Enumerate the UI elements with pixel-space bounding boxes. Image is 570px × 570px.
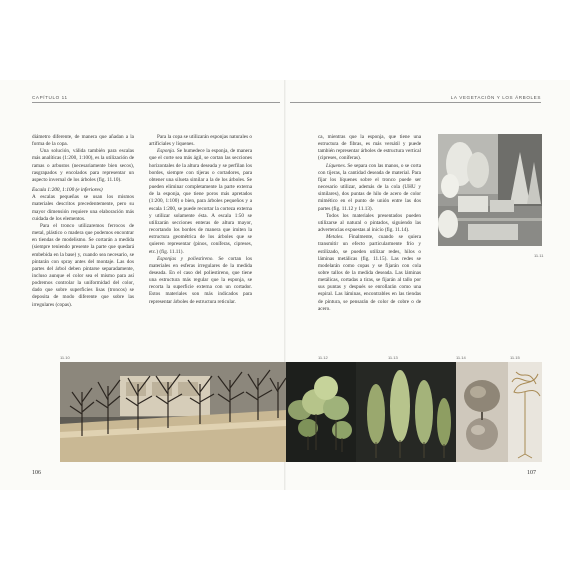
paragraph-text: Se cortan los materiales en esferas irregulares de la medida deseada. En el caso del poliestireno, que tiene una estructura más regular que la esponja, se recorta la superficie externa con un cortador. Estos materiales son más indicados para representar árboles de estructura reticular. — [149, 255, 253, 305]
paragraph: A escalas pequeñas se usan los mismos materiales descritos precedentemente, pero su mayor dimensión requiere una elaboración más cuidada de los elementos. — [32, 194, 134, 222]
figure-11-12-caption: 11.12 — [318, 355, 328, 360]
paragraph: diámetro diferente, de manera que añadan a la forma de la copa. — [32, 134, 134, 148]
figure-11-13-photo — [356, 362, 456, 462]
figure-11-11-caption: 11.11 — [534, 253, 544, 258]
run-in-heading: Metales. — [326, 234, 344, 241]
running-head-right: LA VEGETACIÓN Y LOS ÁRBOLES — [450, 95, 541, 100]
header-rule-right — [290, 102, 541, 103]
paragraph: ca, mientras que la esponja, que tiene una estructura de fibras, es más versátil y puede también representar árboles de estructura vertical (cipreses, coníferas). — [318, 134, 421, 162]
paragraph: Para la copa se utilizarán esponjas naturales o artificiales y líquenes. — [149, 134, 252, 148]
paragraph: Todos los materiales presentados pueden utilizarse al natural o pintados, siguiendo las advertencias expuestas al inicio (fig. 11.14). — [318, 212, 421, 234]
paragraph — [318, 234, 421, 313]
figure-11-13-caption: 11.13 — [388, 355, 398, 360]
paragraph: Para el tronco utilizaremos ferrocos de metal, plástico o madera que podemos encontrar en tiendas de modelismo. Se cortarán a medida (siempre teniendo presente la parte que quedará embebida en la base) y, cuando sea necesario, se pintarán con spray antes del montaje. Las dos partes del árbol deben pintarse separadamente, incluso aunque el color sea el mismo para así podremos controlar la uniformidad del color, dado que sobre superficies lisas (troncos) se deposita de modo diferente que sobre las irregulares (copas). — [32, 222, 134, 308]
paragraph-text: Se humedece la esponja, de manera que el corte sea más ágil, se cortan las secciones horizontales de la altura deseada y se perfilan los bordes, siempre con tijeras o cortadores, para obtener una silueta similar a la de los árboles. Se pueden eliminar completamente la parte externa de la esponja, que tiene poros más apretados (1:200, 1:100) o bien, para árboles pequeños y a escala 1:200, se puede recortar la corteza externa y utilizar solamente ésta. A escala 1:50 se utilizarán secciones enteras de altura mayor, recortando los bordes de manera que imiten la estructura geométrica de los árboles que se quieren representar (pinos, coníferas, cipreses, etc.) (fig. 11.11). — [149, 148, 252, 255]
paragraph-text: Se separa con las manos, o se corta con tijeras, la cantidad deseada de material. Para fijar los líquenes sobre el tronco puede ser necesario utilizar, además de la cola (UHU y similares), dos puntas de hilo de acero de color mimético en el punto de unión entre las dos partes (fig. 11.12 y 11.13). — [318, 162, 421, 212]
figure-11-11-photo — [438, 134, 542, 246]
paragraph — [318, 163, 421, 213]
figure-11-10-photo — [60, 362, 286, 462]
paragraph-text: Finalmente, cuando se quiera transmitir un efecto particularmente frío y estilizado, se pueden utilizar redes, hilos o láminas metálicas (fig. 11.15). Las redes se modelarán como copas y se fijarán con cola sobre tallos de la medida deseada. Las láminas metálicas, cortadas a tiras, se fijarán al tallo por sus puntas y después se enrollarán como una espiral. Las láminas, encontrables en las tiendas de pintura, se pensarán de color de cobre o de acero. — [318, 234, 421, 312]
paragraph: Una solución, válida también para escalas más analíticas (1:200, 1:100), es la utilización de ramas o arbustos (necesariamente bien secos), rasgrapados y encolados para representar un aspecto invernal de los árboles (fig. 11.10). — [32, 148, 134, 183]
text-column-3 — [318, 134, 421, 313]
text-column-1 — [32, 134, 134, 309]
figure-11-14-caption: 11.14 — [456, 355, 466, 360]
run-in-heading: Líquenes. — [326, 162, 347, 169]
header-rule-left — [32, 102, 280, 103]
running-head-left: CAPÍTULO 11 — [32, 95, 68, 100]
figure-11-10-caption: 11.10 — [60, 355, 70, 360]
figure-11-15-photo — [508, 362, 542, 462]
page-number-right: 107 — [527, 470, 536, 476]
run-in-heading: Esponjas y poliestireno. — [157, 255, 214, 262]
paragraph — [149, 256, 252, 306]
subheading: Escala 1:200, 1:100 (e inferiores) — [32, 187, 103, 194]
text-column-2 — [149, 134, 252, 306]
figure-11-14-photo — [456, 362, 508, 462]
paragraph — [149, 148, 252, 255]
figure-11-15-caption: 11.15 — [510, 355, 520, 360]
run-in-heading: Esponja. — [157, 148, 176, 155]
figure-11-12-photo — [286, 362, 356, 462]
page-number-left: 106 — [32, 470, 41, 476]
